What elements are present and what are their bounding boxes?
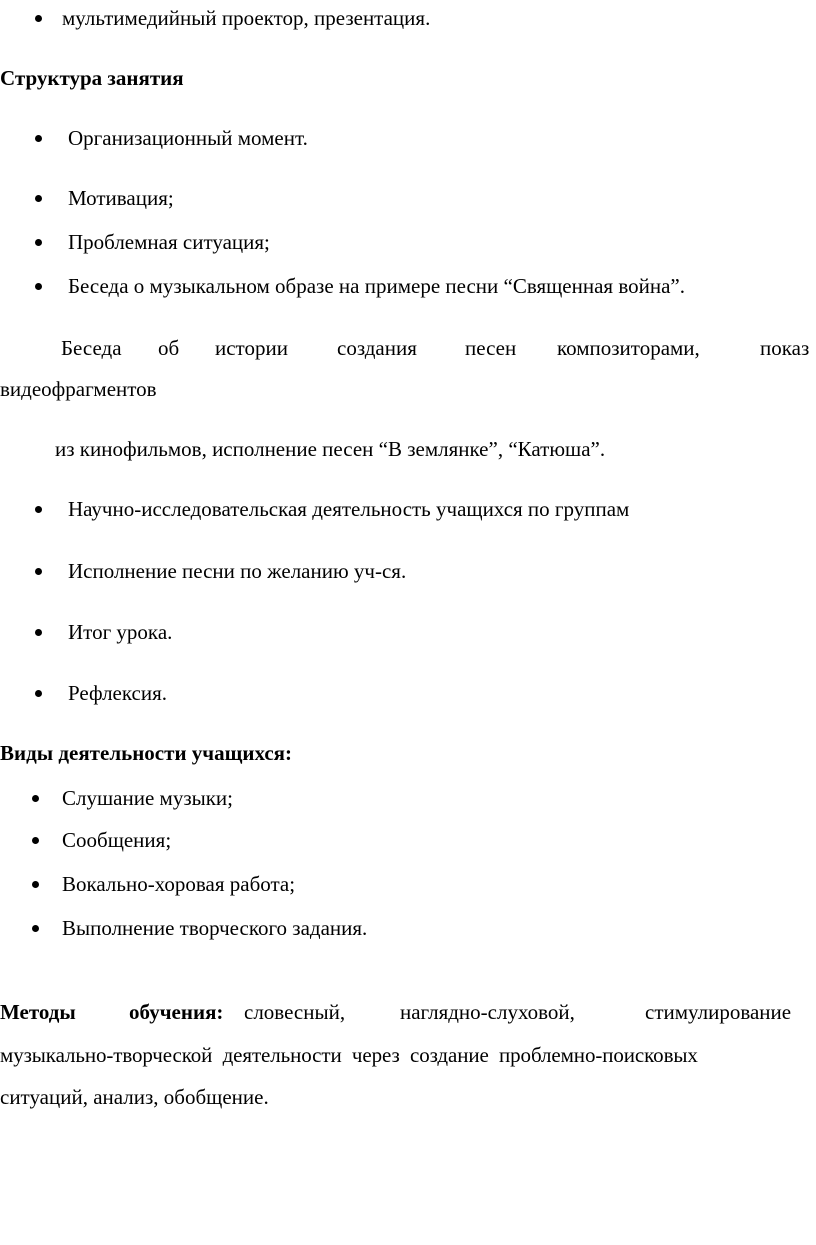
paragraph-word: песен xyxy=(465,336,517,360)
bullet-icon xyxy=(35,239,42,246)
methods-word: стимулирование xyxy=(645,1000,792,1024)
methods-line: ситуаций, анализ, обобщение. xyxy=(0,1085,269,1109)
bullet-icon xyxy=(35,506,42,513)
list-item-text: Слушание музыки; xyxy=(62,786,233,810)
paragraph-word: показ xyxy=(760,336,810,360)
methods-word: словесный, xyxy=(244,1000,346,1024)
list-item-text: Итог урока. xyxy=(68,620,173,644)
activities-heading: Виды деятельности учащихся: xyxy=(0,741,293,765)
bullet-icon xyxy=(35,568,42,575)
paragraph-line: видеофрагментов xyxy=(0,377,157,401)
paragraph-word: истории xyxy=(215,336,288,360)
methods-label-word: Методы xyxy=(0,1000,76,1024)
bullet-icon xyxy=(35,283,42,290)
list-item-text: Организационный момент. xyxy=(68,126,308,150)
bullet-icon xyxy=(35,195,42,202)
structure-heading: Структура занятия xyxy=(0,66,184,90)
methods-line: музыкально-творческой деятельности через создание проблемно-поисковых xyxy=(0,1043,698,1067)
bullet-icon xyxy=(32,837,39,844)
list-item-text: Мотивация; xyxy=(68,186,174,210)
paragraph-word: Беседа xyxy=(61,336,122,360)
list-item-text: Сообщения; xyxy=(62,828,172,852)
list-item-text: Рефлексия. xyxy=(68,681,168,705)
bullet-icon xyxy=(32,795,39,802)
list-item-text: Проблемная ситуация; xyxy=(68,230,270,254)
list-item-text: Научно-исследовательская деятельность учащихся по группам xyxy=(68,497,630,521)
methods-line xyxy=(0,1000,816,1024)
paragraph-word: создания xyxy=(337,336,417,360)
bullet-icon xyxy=(35,690,42,697)
list-item-text: Беседа о музыкальном образе на примере песни “Священная война”. xyxy=(68,274,685,298)
bullet-icon xyxy=(35,135,42,142)
paragraph-word: композиторами, xyxy=(557,336,700,360)
methods-label-word: обучения: xyxy=(129,1000,224,1024)
list-item-text: Исполнение песни по желанию уч-ся. xyxy=(68,559,407,583)
paragraph-word: об xyxy=(158,336,180,360)
bullet-icon xyxy=(32,881,39,888)
bullet-icon xyxy=(35,15,42,22)
methods-word: наглядно-слуховой, xyxy=(400,1000,575,1024)
paragraph-line xyxy=(0,336,816,360)
bullet-icon xyxy=(32,925,39,932)
list-item-text: Выполнение творческого задания. xyxy=(62,916,368,940)
bullet-icon xyxy=(35,629,42,636)
list-item-text: Вокально-хоровая работа; xyxy=(62,872,296,896)
paragraph-line: из кинофильмов, исполнение песен “В землянке”, “Катюша”. xyxy=(55,437,606,461)
list-item-text: мультимедийный проектор, презентация. xyxy=(62,6,431,30)
